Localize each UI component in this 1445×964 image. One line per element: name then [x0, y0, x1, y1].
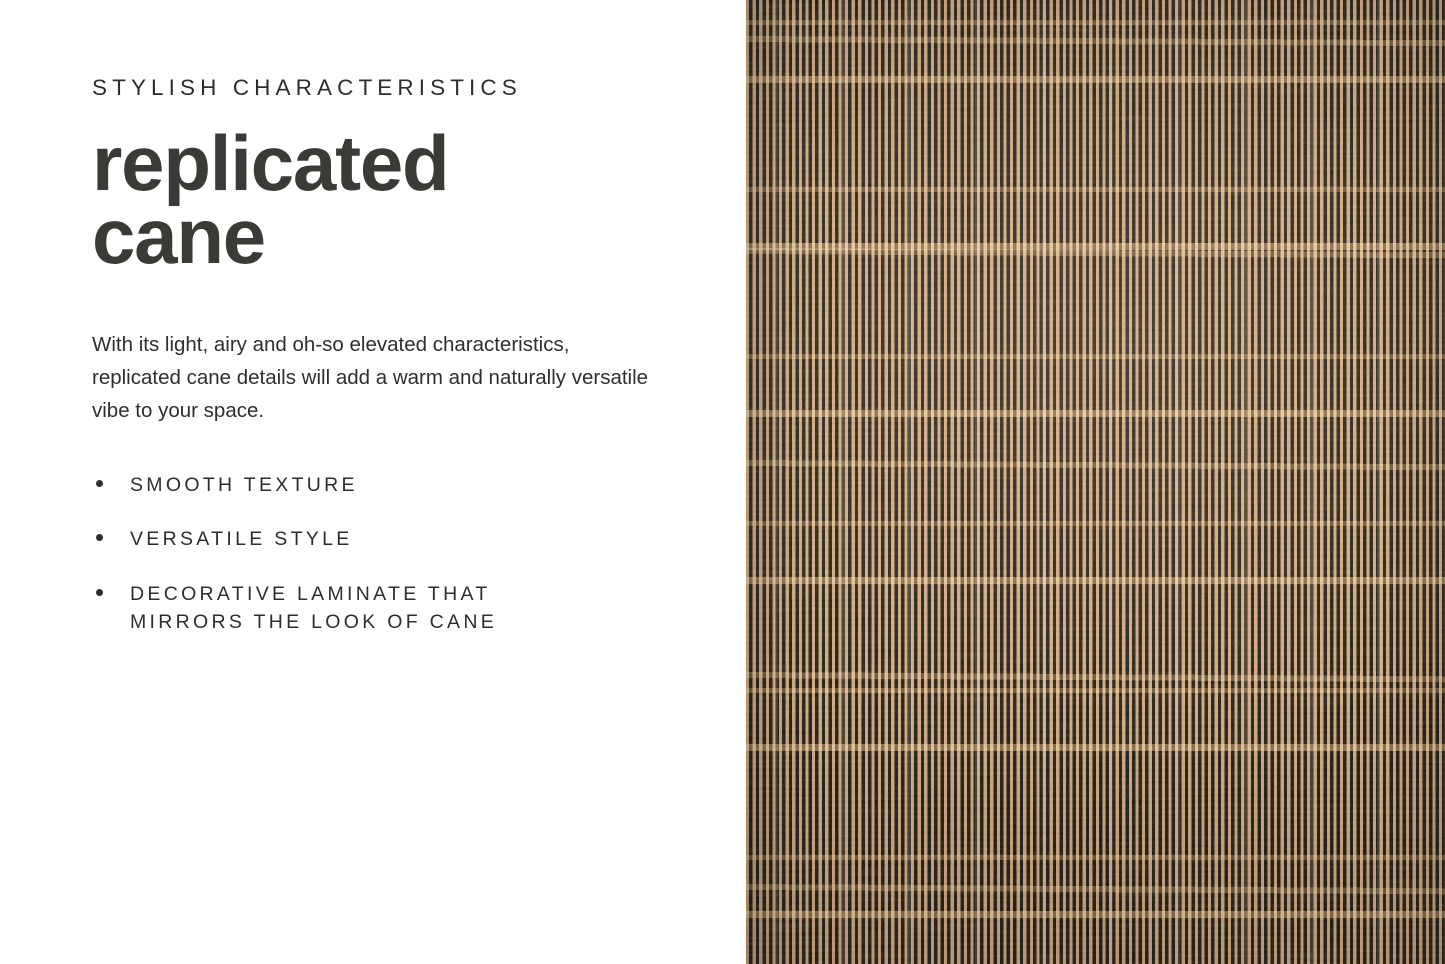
list-item-label: VERSATILE STYLE [130, 528, 353, 551]
list-item [92, 526, 612, 554]
feature-list [92, 472, 672, 637]
cane-texture-image [746, 0, 1445, 964]
page-title: replicated cane [92, 119, 449, 280]
bullet-icon [96, 534, 103, 541]
list-item-label: DECORATIVE LAMINATE THAT MIRRORS THE LOOK OF CANE [130, 583, 498, 633]
list-item [92, 472, 612, 500]
list-item-label: SMOOTH TEXTURE [130, 473, 358, 496]
bullet-icon [96, 480, 103, 487]
text-content [92, 74, 672, 663]
list-item [92, 581, 612, 636]
eyebrow-label: STYLISH CHARACTERISTICS [92, 75, 522, 100]
weave-noise-layer [746, 0, 1445, 964]
bullet-icon [96, 589, 103, 596]
body-paragraph: With its light, airy and oh-so elevated characteristics, replicated cane details will add a warm and naturally versatile vibe to your space. [92, 333, 649, 423]
